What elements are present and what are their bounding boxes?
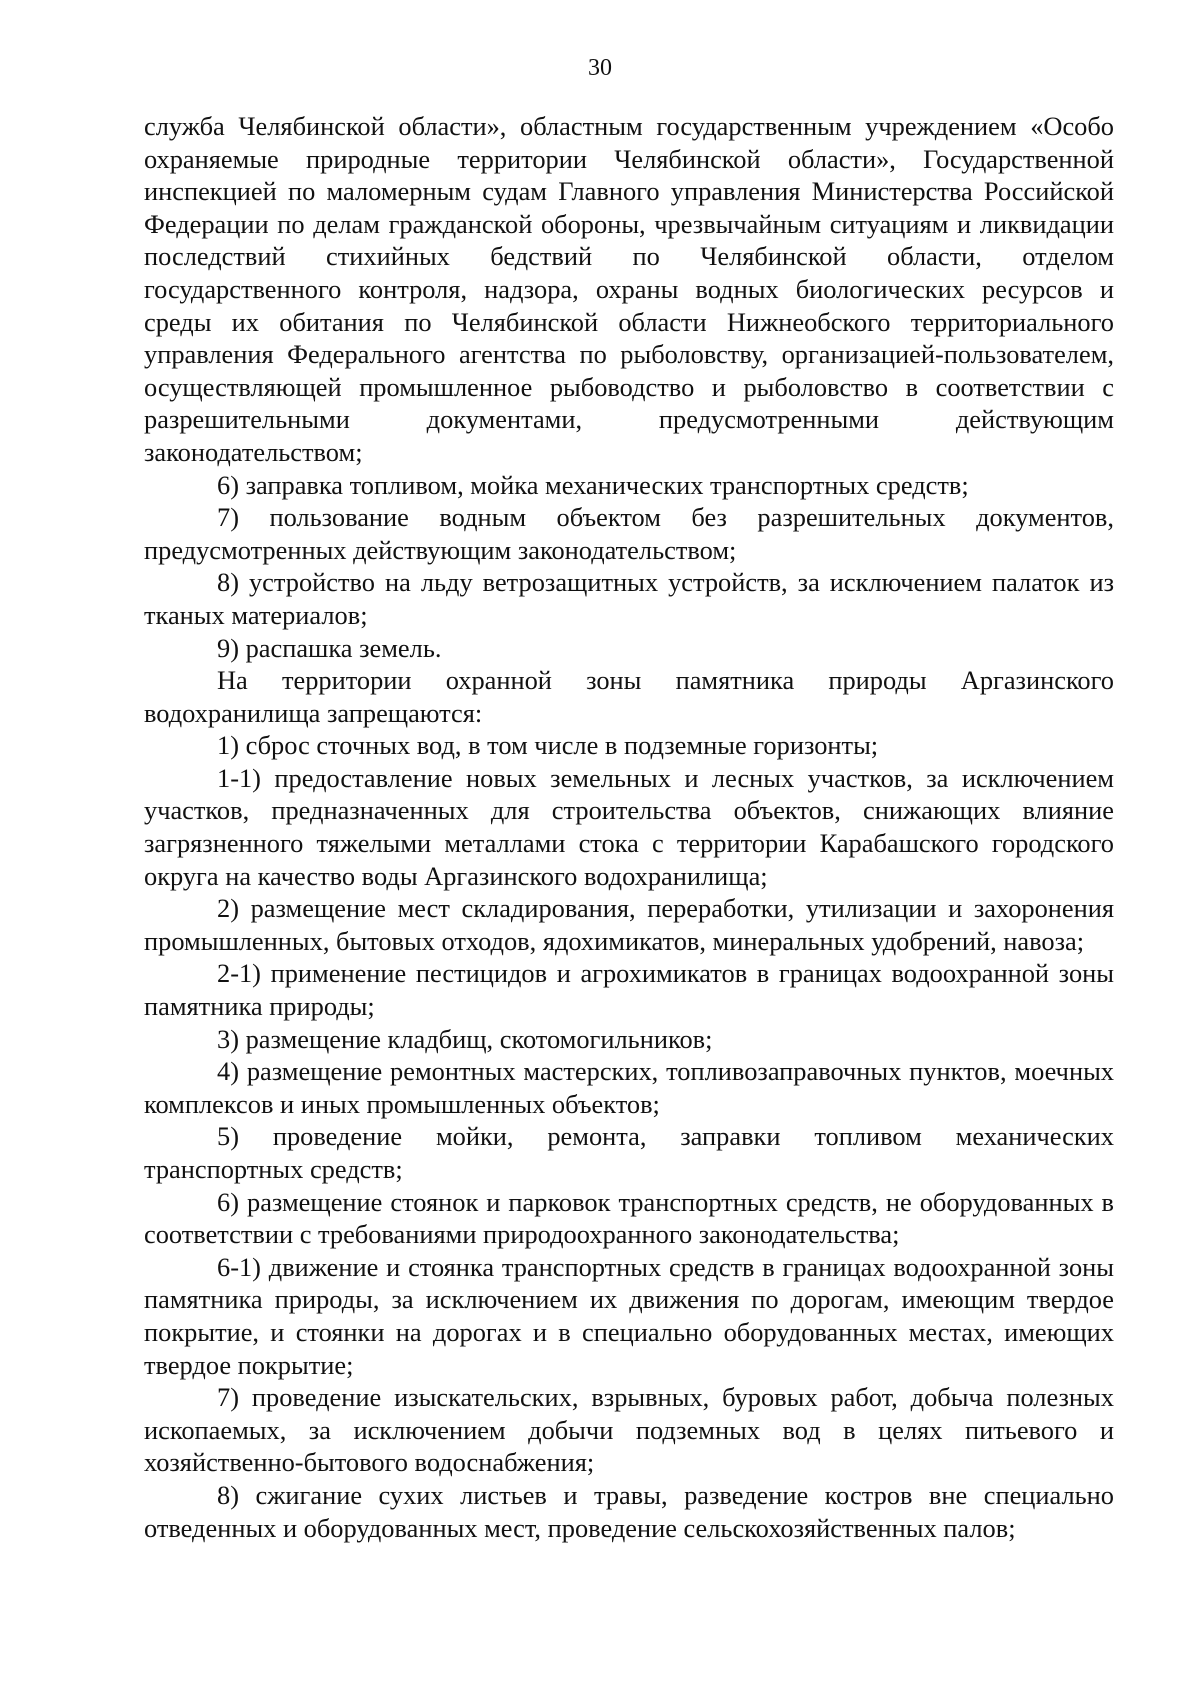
- list-item-6: 6) заправка топливом, мойка механических транспортных средств;: [217, 469, 969, 500]
- document-body: [144, 110, 1114, 1544]
- section-intro-paragraph: На территории охранной зоны памятника природы Аргазинского водохранилища запрещаются:: [144, 665, 1114, 728]
- prohibition-item-2: 2) размещение мест складирования, переработки, утилизации и захоронения промышленных, бытовых отходов, ядохимикатов, минеральных удобрений, навоза;: [144, 893, 1114, 956]
- prohibition-item-2-1: 2-1) применение пестицидов и агрохимикатов в границах водоохранной зоны памятника природы;: [144, 958, 1114, 1022]
- list-item-9: 9) распашка земель.: [217, 632, 442, 663]
- prohibition-item-6: 6) размещение стоянок и парковок транспортных средств, не оборудованных в соответствии с требованиями природоохранного законодательства;: [144, 1186, 1114, 1250]
- prohibition-item-4: 4) размещение ремонтных мастерских, топливозаправочных пунктов, моечных комплексов и иных промышленных объектов;: [144, 1056, 1114, 1119]
- list-item-7: 7) пользование водным объектом без разрешительных документов, предусмотренных действующим законодательством;: [144, 502, 1114, 565]
- prohibition-item-3: 3) размещение кладбищ, скотомогильников;: [217, 1023, 713, 1054]
- page-number: 30: [588, 55, 612, 81]
- prohibition-item-8: 8) сжигание сухих листьев и травы, разведение костров вне специально отведенных и оборудованных мест, проведение сельскохозяйственных палов;: [144, 1479, 1114, 1543]
- list-item-8: 8) устройство на льду ветрозащитных устройств, за исключением палаток из тканых материалов;: [144, 567, 1114, 630]
- prohibition-item-1: 1) сброс сточных вод, в том числе в подземные горизонты;: [217, 730, 879, 761]
- prohibition-item-5: 5) проведение мойки, ремонта, заправки топливом механических транспортных средств;: [144, 1121, 1114, 1184]
- paragraph-continuation: служба Челябинской области», областным государственным учреждением «Особо охраняемые природные территории Челябинской области», Государственной инспекцией по маломерным судам Главного управления Министерства Российской Федерации по делам гражданской обороны, чрезвычайным ситуациям и ликвидации последствий стихийных бедствий по Челябинской области, отделом государственного контроля, надзора, охраны водных биологических ресурсов и среды их обитания по Челябинской области Нижнеобского территориального управления Федерального агентства по рыболовству, организацией-пользователем, осуществляющей промышленное рыбоводство и рыболовство в соответствии с разрешительными документами, предусмотренными действующим законодательством;: [144, 111, 1114, 467]
- prohibition-item-6-1: 6-1) движение и стоянка транспортных средств в границах водоохранной зоны памятника природы, за исключением их движения по дорогам, имеющим твердое покрытие, и стоянки на дорогах и в специально оборудованных местах, имеющих твердое покрытие;: [144, 1251, 1114, 1380]
- prohibition-item-7: 7) проведение изыскательских, взрывных, буровых работ, добыча полезных ископаемых, за исключением добычи подземных вод в целях питьевого и хозяйственно-бытового водоснабжения;: [144, 1382, 1114, 1478]
- prohibition-item-1-1: 1-1) предоставление новых земельных и лесных участков, за исключением участков, предназначенных для строительства объектов, снижающих влияние загрязненного тяжелыми металлами стока с территории Карабашского городского округа на качество воды Аргазинского водохранилища;: [144, 762, 1114, 891]
